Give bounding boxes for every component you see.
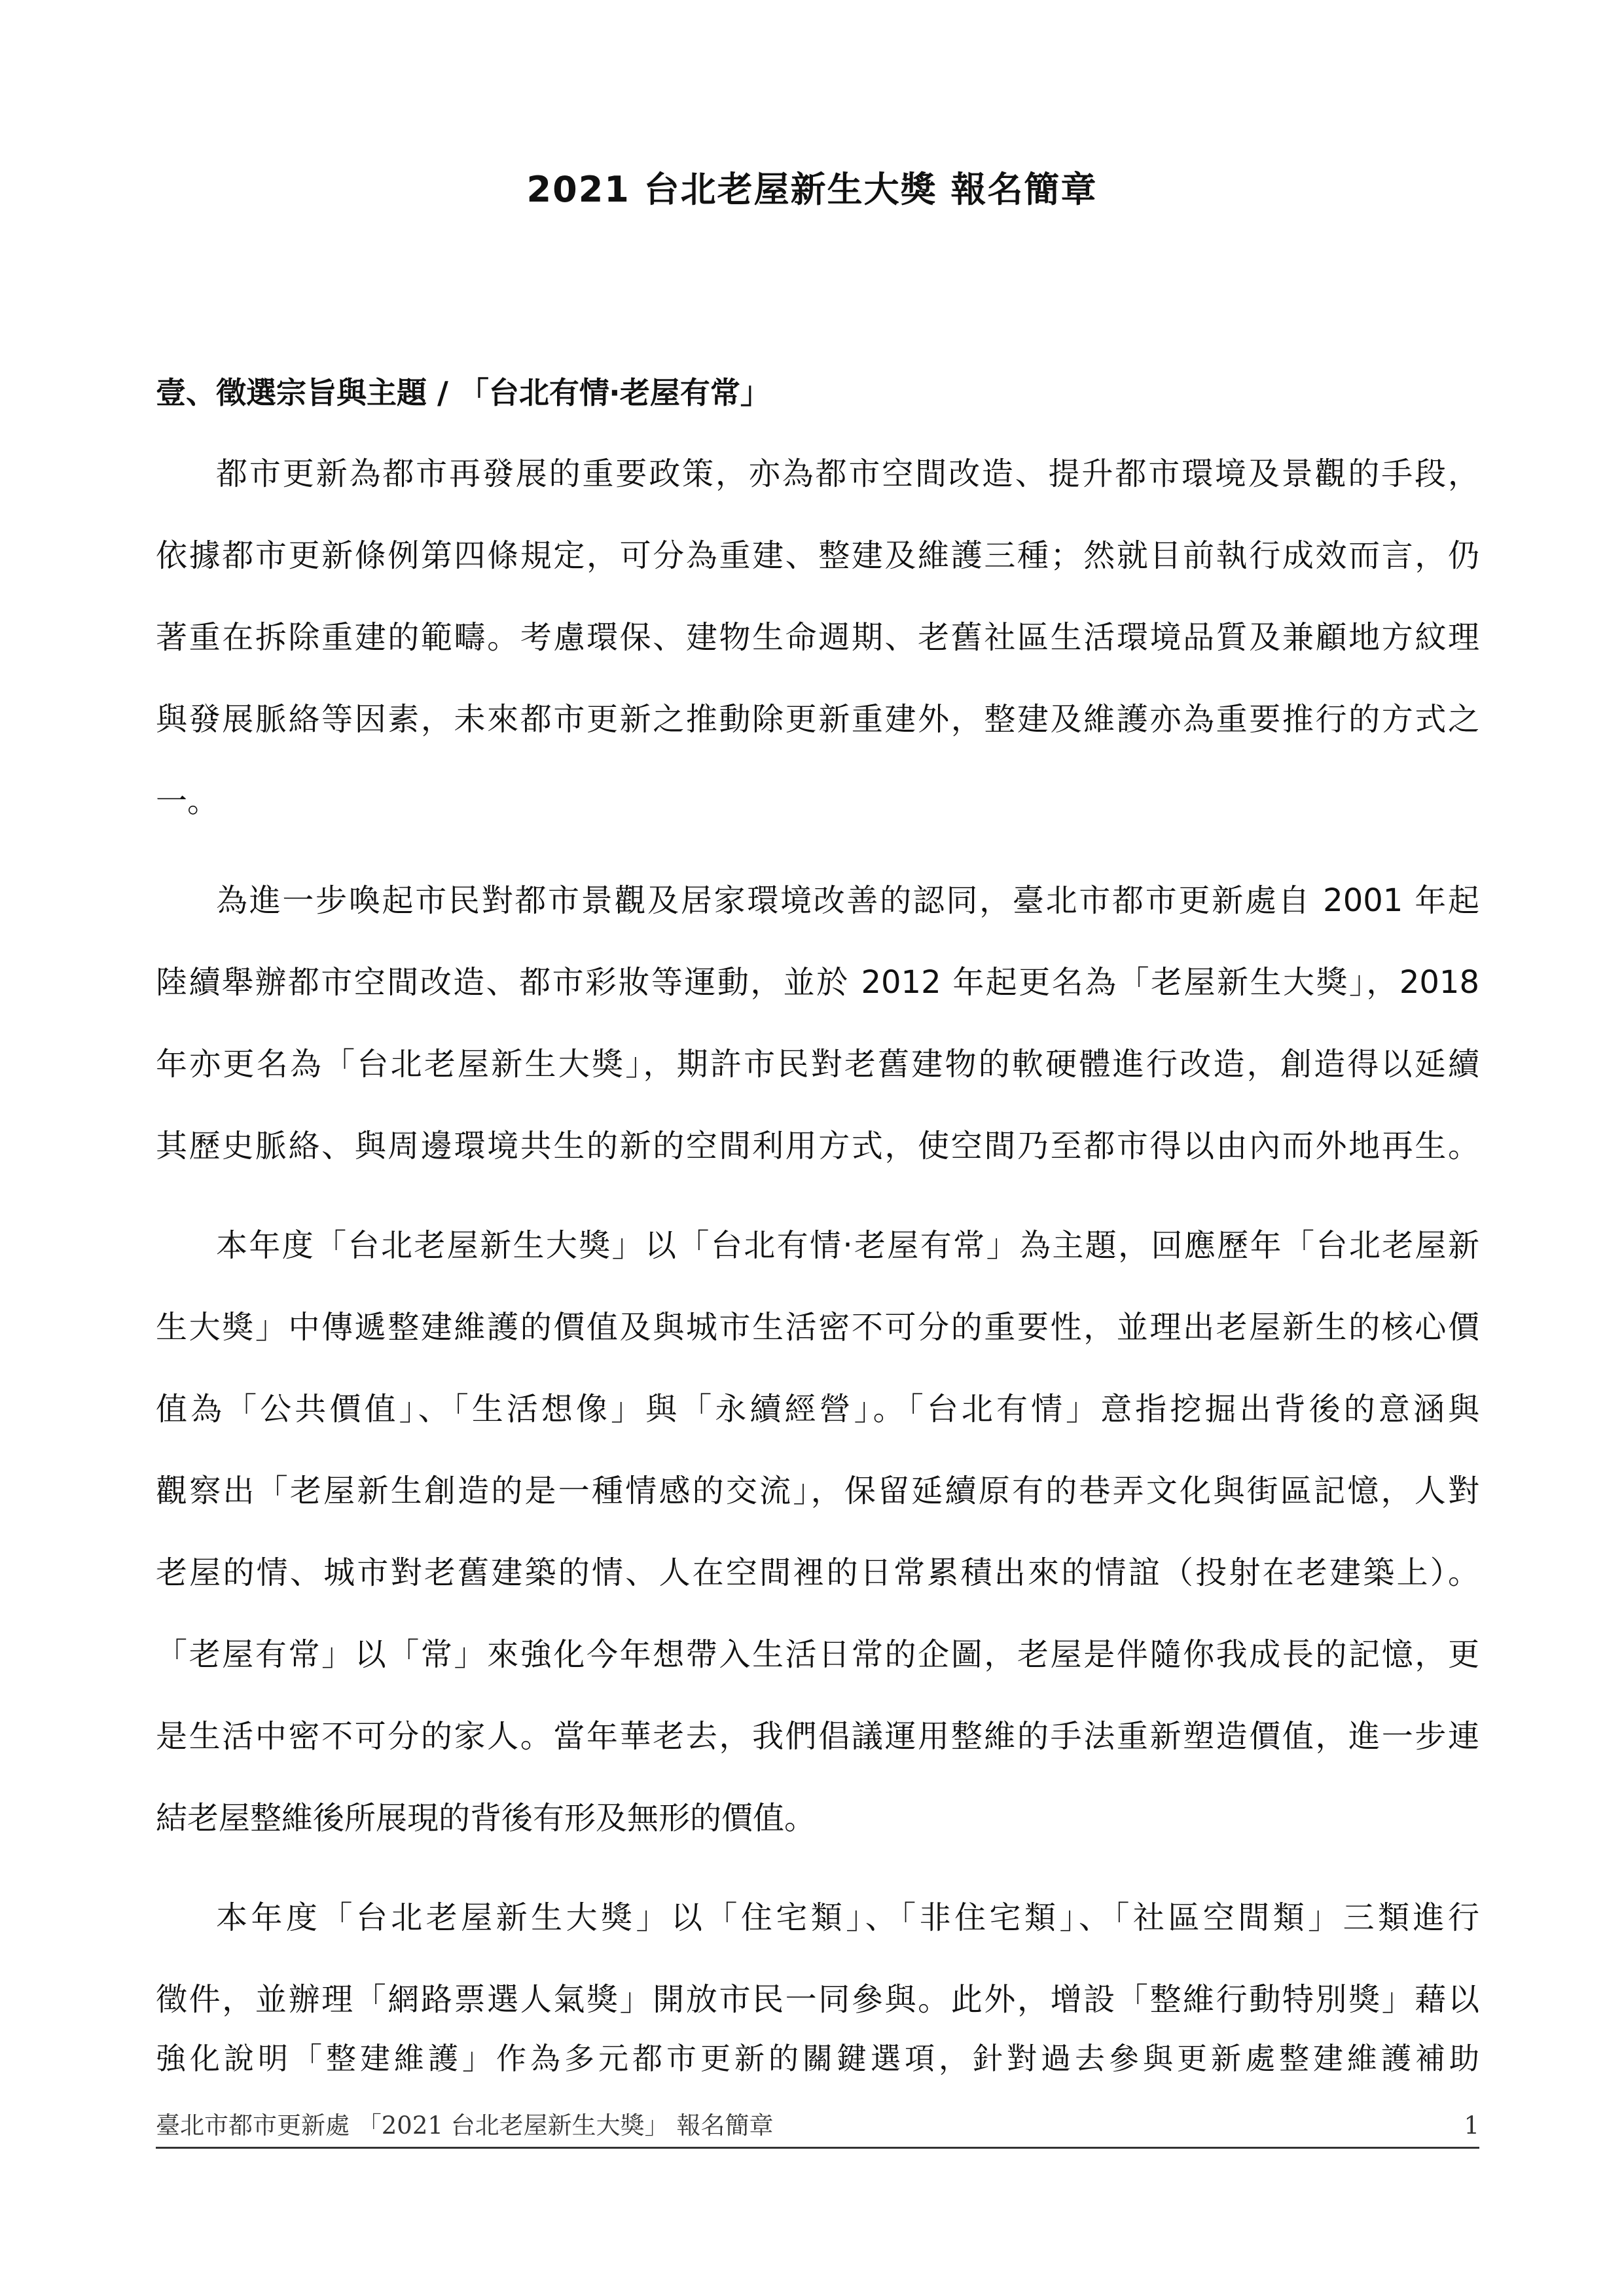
body-line: 觀察出「老屋新生創造的是一種情感的交流」，保留延續原有的巷弄文化與街區記憶，人對 — [156, 1473, 1479, 1509]
body-line: 著重在拆除重建的範疇。考慮環保、建物生命週期、老舊社區生活環境品質及兼顧地方紋理 — [156, 619, 1479, 656]
body-line: 生大獎」中傳遞整建維護的價值及與城市生活密不可分的重要性，並理出老屋新生的核心價 — [156, 1309, 1479, 1346]
body-line: 其歷史脈絡、與周邊環境共生的新的空間利用方式，使空間乃至都市得以由內而外地再生。 — [156, 1128, 1479, 1164]
body-line: 強化說明「整建維護」作為多元都市更新的關鍵選項，針對過去參與更新處整建維護補助 — [156, 2041, 1479, 2076]
body-line: 一。 — [156, 783, 219, 819]
page-number: 1 — [1464, 2111, 1479, 2140]
section-heading: 壹、徵選宗旨與主題 / 「台北有情‧老屋有常」 — [156, 375, 770, 410]
body-line: 本年度「台北老屋新生大獎」以「住宅類」、「非住宅類」、「社區空間類」三類進行 — [216, 1899, 1479, 1936]
body-line: 與發展脈絡等因素，未來都市更新之推動除更新重建外，整建及維護亦為重要推行的方式之 — [156, 701, 1479, 738]
body-line: 結老屋整維後所展現的背後有形及無形的價值。 — [156, 1800, 816, 1837]
body-line: 依據都市更新條例第四條規定，可分為重建、整建及維護三種；然就目前執行成效而言，仍 — [156, 537, 1479, 574]
footer-divider — [156, 2147, 1479, 2149]
body-line: 陸續舉辦都市空間改造、都市彩妝等運動，並於 2012 年起更名為「老屋新生大獎」，2018 — [156, 964, 1479, 1001]
body-line: 年亦更名為「台北老屋新生大獎」，期許市民對老舊建物的軟硬體進行改造，創造得以延續 — [156, 1046, 1479, 1083]
footer-text: 臺北市都市更新處 「2021 台北老屋新生大獎」 報名簡章 — [156, 2111, 774, 2140]
body-line: 徵件，並辦理「網路票選人氣獎」開放市民一同參與。此外，增設「整維行動特別獎」藉以 — [156, 1981, 1479, 2018]
body-line: 老屋的情、城市對老舊建築的情、人在空間裡的日常累積出來的情誼（投射在老建築上）。 — [156, 1554, 1479, 1591]
body-line: 是生活中密不可分的家人。當年華老去，我們倡議運用整維的手法重新塑造價值，進一步連 — [156, 1718, 1479, 1755]
body-line: 都市更新為都市再發展的重要政策，亦為都市空間改造、提升都市環境及景觀的手段， — [216, 456, 1479, 492]
document-title: 2021 台北老屋新生大獎 報名簡章 — [526, 169, 1098, 210]
body-line: 「老屋有常」以「常」來強化今年想帶入生活日常的企圖，老屋是伴隨你我成長的記憶，更 — [156, 1636, 1479, 1673]
body-line: 為進一步喚起市民對都市景觀及居家環境改善的認同，臺北市都市更新處自 2001 年起 — [216, 882, 1479, 919]
body-line: 本年度「台北老屋新生大獎」以「台北有情‧老屋有常」為主題，回應歷年「台北老屋新 — [216, 1227, 1479, 1264]
body-line: 值為「公共價值」、「生活想像」與「永續經營」。「台北有情」意指挖掘出背後的意涵與 — [156, 1391, 1479, 1427]
